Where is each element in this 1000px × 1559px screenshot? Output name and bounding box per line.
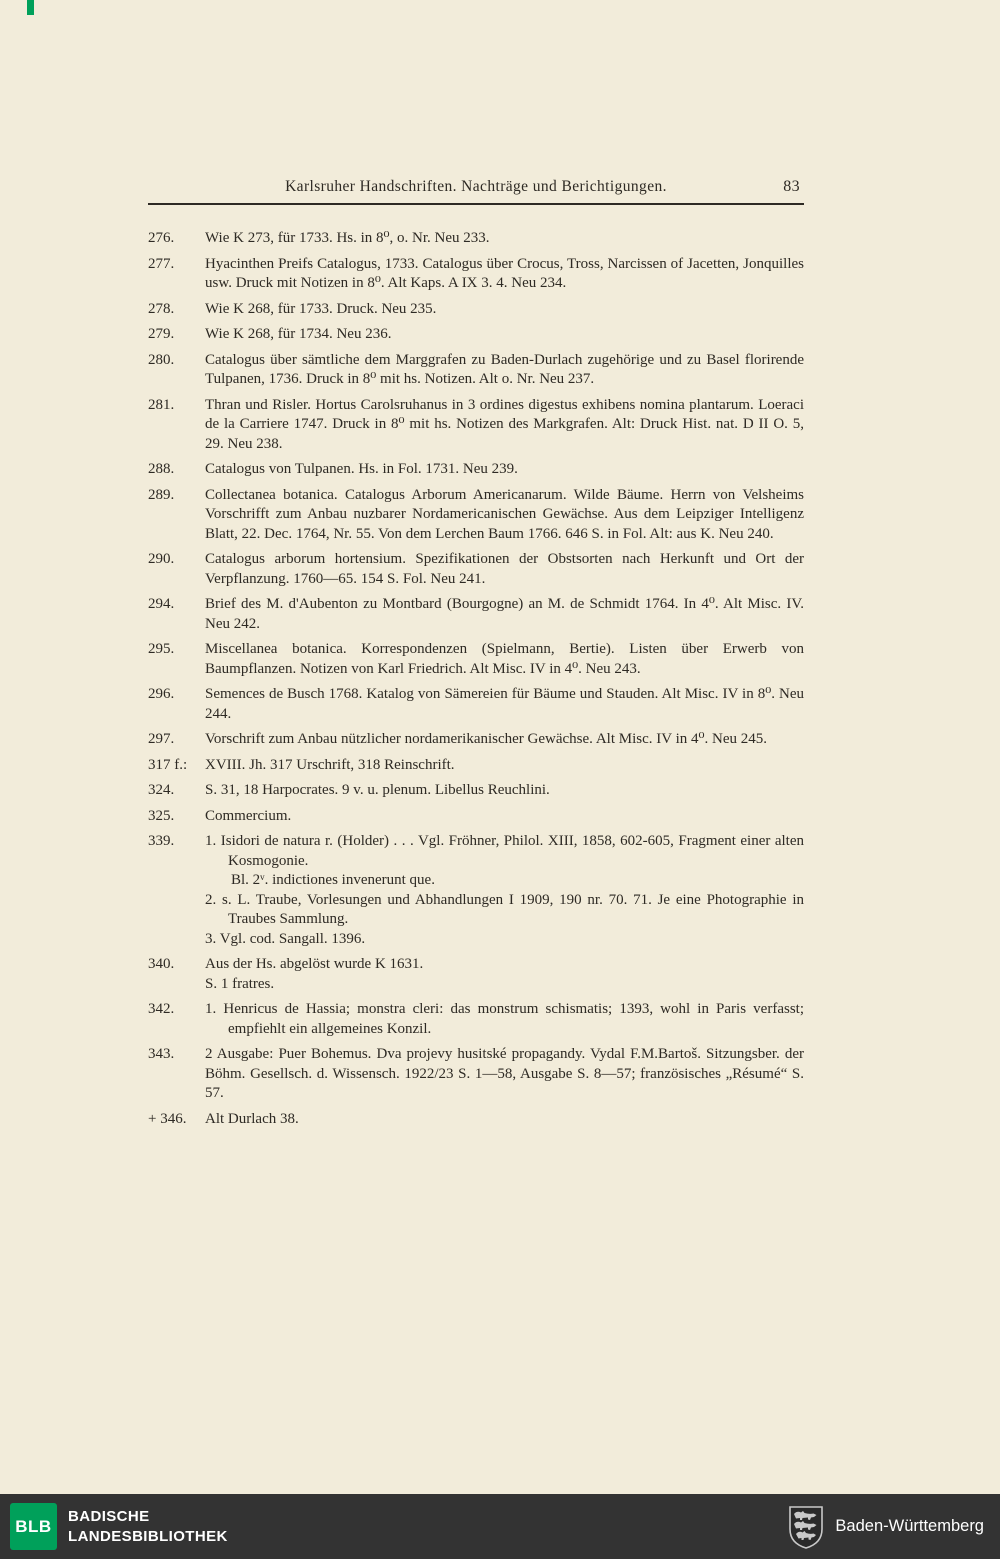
entry-text: Thran und Risler. Hortus Carolsruhanus in 3 ordines digestus exhibens nomina plantarum. Loeraci de la Carriere 1747. Druck in 8⁰ mit hs. Notizen des Markgrafen. Alt: Druck Hist. nat. D II O. 5, 29. Neu 238.: [205, 396, 804, 452]
entry: [148, 351, 804, 390]
entry-body: [205, 255, 804, 294]
entry-text: Wie K 268, für 1734. Neu 236.: [205, 326, 392, 342]
entry: [148, 550, 804, 589]
running-header: [148, 178, 804, 203]
entry-number: 289.: [148, 486, 175, 503]
entry-number: 324.: [148, 782, 175, 798]
entry-body: [205, 832, 804, 949]
entry: [148, 255, 804, 294]
entry-number: 339.: [148, 833, 175, 849]
entry-body: [205, 756, 804, 776]
entry-text: XVIII. Jh. 317 Urschrift, 318 Reinschrift.: [205, 756, 455, 773]
entry-text: 3. Vgl. cod. Sangall. 1396.: [205, 930, 366, 947]
library-name: [68, 1507, 228, 1546]
entry-number: 290.: [148, 551, 175, 567]
entry: [148, 325, 804, 345]
entry: [148, 756, 804, 776]
entry-body: [205, 1045, 804, 1104]
entry: [148, 685, 804, 724]
entry-number: 277.: [148, 255, 175, 272]
entry: [148, 486, 804, 545]
entry-text: Catalogus über sämtliche dem Marggrafen zu Baden-Durlach zugehörige und zu Basel florirende Tulpanen, 1736. Druck in 8⁰ mit hs. Notizen. Alt o. Nr. Neu 237.: [205, 351, 804, 387]
entry-number: 342.: [148, 1001, 175, 1017]
entry-text: Wie K 268, für 1733. Druck. Neu 235.: [205, 300, 437, 317]
entry-text: 2. s. L. Traube, Vorlesungen und Abhandlungen I 1909, 190 nr. 70. 71. Je eine Photographie in Traubes Sammlung.: [205, 891, 804, 927]
entry-body: [205, 486, 804, 545]
page-content: [148, 178, 804, 1135]
entry-body: [205, 781, 804, 801]
page-number: 83: [783, 178, 800, 195]
footer-library-branding: [10, 1503, 228, 1550]
entry-body: [205, 300, 804, 320]
entry-text: 1. Henricus de Hassia; monstra cleri: das monstrum schismatis; 1393, wohl in Paris verfasst; empfiehlt ein allgemeines Konzil.: [205, 1001, 804, 1037]
entry: [148, 781, 804, 801]
entry-number: 325.: [148, 807, 175, 824]
entry-body: [205, 595, 804, 634]
library-name-line2: LANDESBIBLIOTHEK: [68, 1527, 228, 1545]
entry: [148, 460, 804, 480]
footer-state-branding: [787, 1505, 984, 1549]
entry-number: 278.: [148, 300, 175, 317]
entry-number: 276.: [148, 230, 175, 246]
entry-body: [205, 396, 804, 455]
entry-number: 296.: [148, 686, 175, 702]
entry-number: 281.: [148, 396, 175, 413]
entry-number: 280.: [148, 351, 175, 368]
entry-text: S. 31, 18 Harpocrates. 9 v. u. plenum. Libellus Reuchlini.: [205, 782, 550, 798]
entry-body: [205, 955, 804, 994]
entry-text: 1. Isidori de natura r. (Holder) . . . Vgl. Fröhner, Philol. XIII, 1858, 602-605, Fragment einer alten Kosmogonie.: [205, 833, 804, 869]
entry-number: 288.: [148, 461, 175, 477]
entry-text: 2 Ausgabe: Puer Bohemus. Dva projevy husitské propagandy. Vydal F.M.Bartoš. Sitzungsber. der Böhm. Gesellsch. d. Wissensch. 1922/23 S. 1—58, Ausgabe S. 8—57; französisches „Résumé“ S. 57.: [205, 1046, 804, 1101]
entry: [148, 300, 804, 320]
entry: [148, 832, 804, 949]
entry-text: Bl. 2ᵛ. indictiones invenerunt que.: [231, 872, 435, 888]
blb-logo: BLB: [10, 1503, 57, 1550]
entry-number: 340.: [148, 956, 175, 972]
running-header-title: Karlsruher Handschriften. Nachträge und Berichtigungen.: [285, 178, 667, 195]
entry: [148, 730, 804, 750]
footer-bar: [0, 1494, 1000, 1559]
entry-body: [205, 730, 804, 750]
library-name-line1: BADISCHE: [68, 1508, 150, 1525]
entry-body: [205, 351, 804, 390]
entry-text: Commercium.: [205, 807, 292, 824]
entry: [148, 1000, 804, 1039]
state-label: Baden-Württemberg: [835, 1517, 984, 1535]
entry-body: [205, 640, 804, 679]
entry-body: [205, 550, 804, 589]
entry-text: Collectanea botanica. Catalogus Arborum Americanarum. Wilde Bäume. Herrn von Velsheims Vorschrifft zum Anbau nuzbarer Nordamericanischen Gewächse. Aus dem Leipziger Intelligenz Blatt, 22. Dec. 1764, Nr. 55. Von dem Lerchen Baum 1766. 646 S. in Fol. Alt: aus K. Neu 240.: [205, 486, 804, 542]
entry-number: 279.: [148, 326, 175, 342]
entry-text: Vorschrift zum Anbau nützlicher nordamerikanischer Gewächse. Alt Misc. IV in 4⁰. Neu 245.: [205, 731, 767, 747]
entry-body: [205, 460, 804, 480]
header-rule: [148, 203, 804, 205]
entry: [148, 955, 804, 994]
entry-number: 294.: [148, 596, 175, 612]
entry-body: [205, 229, 804, 249]
entry-list: [148, 229, 804, 1129]
entry-body: [205, 1000, 804, 1039]
entry-text: Hyacinthen Preifs Catalogus, 1733. Catalogus über Crocus, Tross, Narcissen of Jacetten, Jonquilles usw. Druck mit Notizen in 8⁰. Alt Kaps. A IX 3. 4. Neu 234.: [205, 255, 804, 291]
entry-body: [205, 325, 804, 345]
entry-number: 297.: [148, 731, 175, 747]
entry: [148, 396, 804, 455]
entry-text: Miscellanea botanica. Korrespondenzen (Spielmann, Bertie). Listen über Erwerb von Baumpflanzen. Notizen von Karl Friedrich. Alt Misc. IV in 4⁰. Neu 243.: [205, 641, 804, 677]
entry: [148, 640, 804, 679]
entry: [148, 595, 804, 634]
entry-text: Catalogus von Tulpanen. Hs. in Fol. 1731. Neu 239.: [205, 461, 518, 477]
scan-registration-mark: [27, 0, 34, 15]
entry: [148, 229, 804, 249]
entry-text: Catalogus arborum hortensium. Spezifikationen der Obstsorten nach Herkunft und Ort der Verpflanzung. 1760—65. 154 S. Fol. Neu 241.: [205, 551, 804, 587]
entry-text: Aus der Hs. abgelöst wurde K 1631.: [205, 956, 424, 972]
entry-number: 343.: [148, 1046, 175, 1062]
entry-body: [205, 807, 804, 827]
entry-text: Brief des M. d'Aubenton zu Montbard (Bourgogne) an M. de Schmidt 1764. In 4⁰. Alt Misc. IV. Neu 242.: [205, 596, 804, 632]
baden-wuerttemberg-coat-of-arms-icon: [787, 1505, 825, 1549]
entry-text: Semences de Busch 1768. Katalog von Sämereien für Bäume und Stauden. Alt Misc. IV in 8⁰. Neu 244.: [205, 686, 804, 722]
entry-text: S. 1 fratres.: [205, 975, 275, 992]
entry-body: [205, 1110, 804, 1130]
entry-text: Wie K 273, für 1733. Hs. in 8⁰, o. Nr. Neu 233.: [205, 230, 490, 246]
entry-number: 295.: [148, 641, 175, 657]
entry-number: + 346.: [148, 1110, 187, 1127]
entry-number: 317 f.:: [148, 756, 188, 773]
entry-body: [205, 685, 804, 724]
entry-text: Alt Durlach 38.: [205, 1110, 299, 1127]
entry: [148, 1045, 804, 1104]
entry: [148, 807, 804, 827]
entry: [148, 1110, 804, 1130]
